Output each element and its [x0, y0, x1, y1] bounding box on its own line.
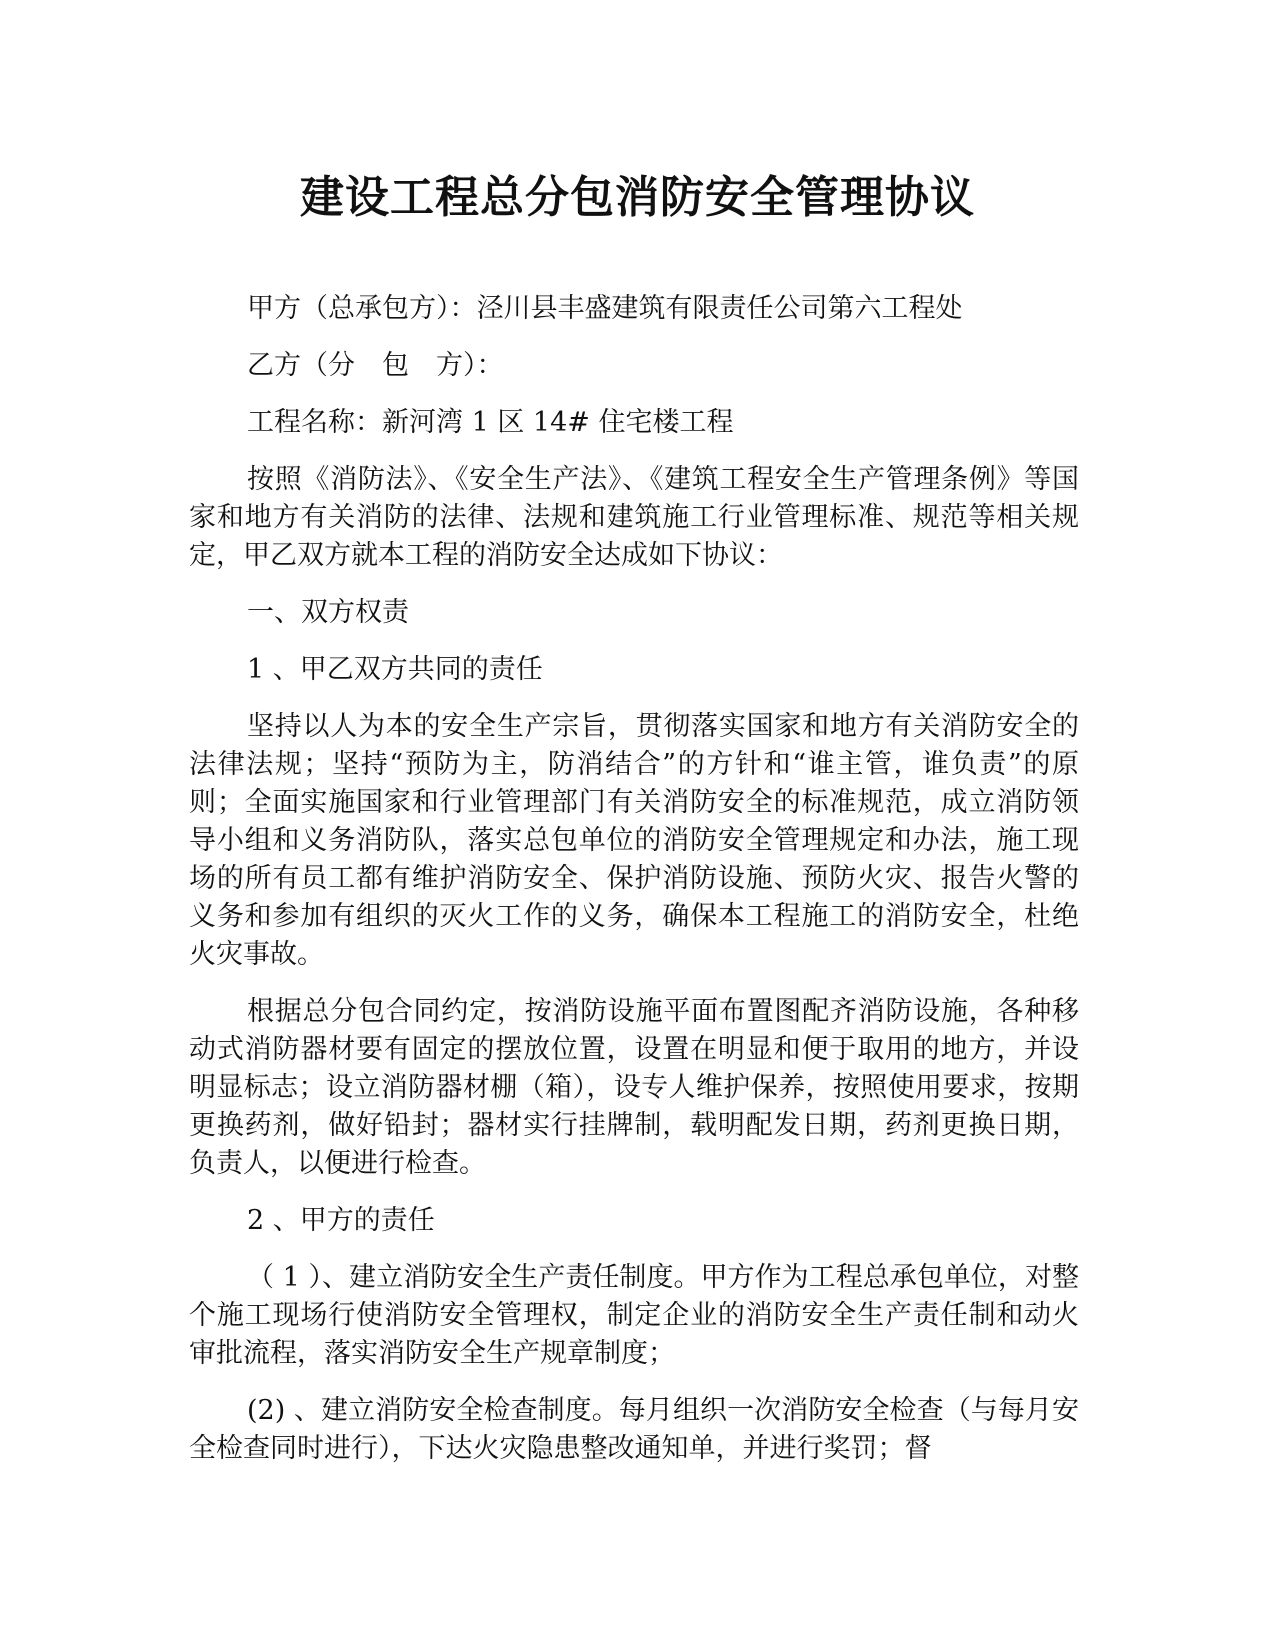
subsection-heading-shared: 1 、甲乙双方共同的责任 — [247, 654, 543, 685]
document-title: 建设工程总分包消防安全管理协议 — [300, 172, 975, 223]
party-a-line: 甲方（总承包方）：泾川县丰盛建筑有限责任公司第六工程处 — [247, 293, 963, 324]
project-name-line: 工程名称：新河湾 1 区 14# 住宅楼工程 — [247, 407, 734, 438]
party-a-item-1: （ 1 ）、建立消防安全生产责任制度。甲方作为工程总承包单位，对整个施工现场行使消防安全管理权，制定企业的消防安全生产责任制和动火审批流程，落实消防安全生产规章制度； — [189, 1262, 1079, 1369]
party-a-item-2: (2) 、建立消防安全检查制度。每月组织一次消防安全检查（与每月安全检查同时进行），下达火灾隐患整改通知单，并进行奖罚；督 — [189, 1395, 1079, 1464]
paragraph-shared-duties-2: 根据总分包合同约定，按消防设施平面布置图配齐消防设施，各种移动式消防器材要有固定的摆放位置，设置在明显和便于取用的地方，并设明显标志；设立消防器材棚（箱），设专人维护保养，按照使用要求，按期更换药剂，做好铅封；器材实行挂牌制，载明配发日期，药剂更换日期，负责人，以便进行检查。 — [189, 996, 1079, 1179]
intro-paragraph: 按照《消防法》、《安全生产法》、《建筑工程安全生产管理条例》等国家和地方有关消防的法律、法规和建筑施工行业管理标准、规范等相关规定，甲乙双方就本工程的消防安全达成如下协议： — [189, 464, 1079, 571]
section-heading-rights: 一、双方权责 — [247, 597, 409, 628]
party-b-line: 乙方（分 包 方）： — [247, 350, 504, 381]
paragraph-shared-duties-1: 坚持以人为本的安全生产宗旨，贯彻落实国家和地方有关消防安全的法律法规；坚持“预防为主，防消结合”的方针和“谁主管，谁负责”的原则；全面实施国家和行业管理部门有关消防安全的标准规范，成立消防领导小组和义务消防队，落实总包单位的消防安全管理规定和办法，施工现场的所有员工都有维护消防安全、保护消防设施、预防火灾、报告火警的义务和参加有组织的灭火工作的义务，确保本工程施工的消防安全，杜绝火灾事故。 — [189, 711, 1079, 970]
subsection-heading-party-a: 2 、甲方的责任 — [247, 1205, 435, 1236]
document-body — [189, 290, 1079, 1487]
